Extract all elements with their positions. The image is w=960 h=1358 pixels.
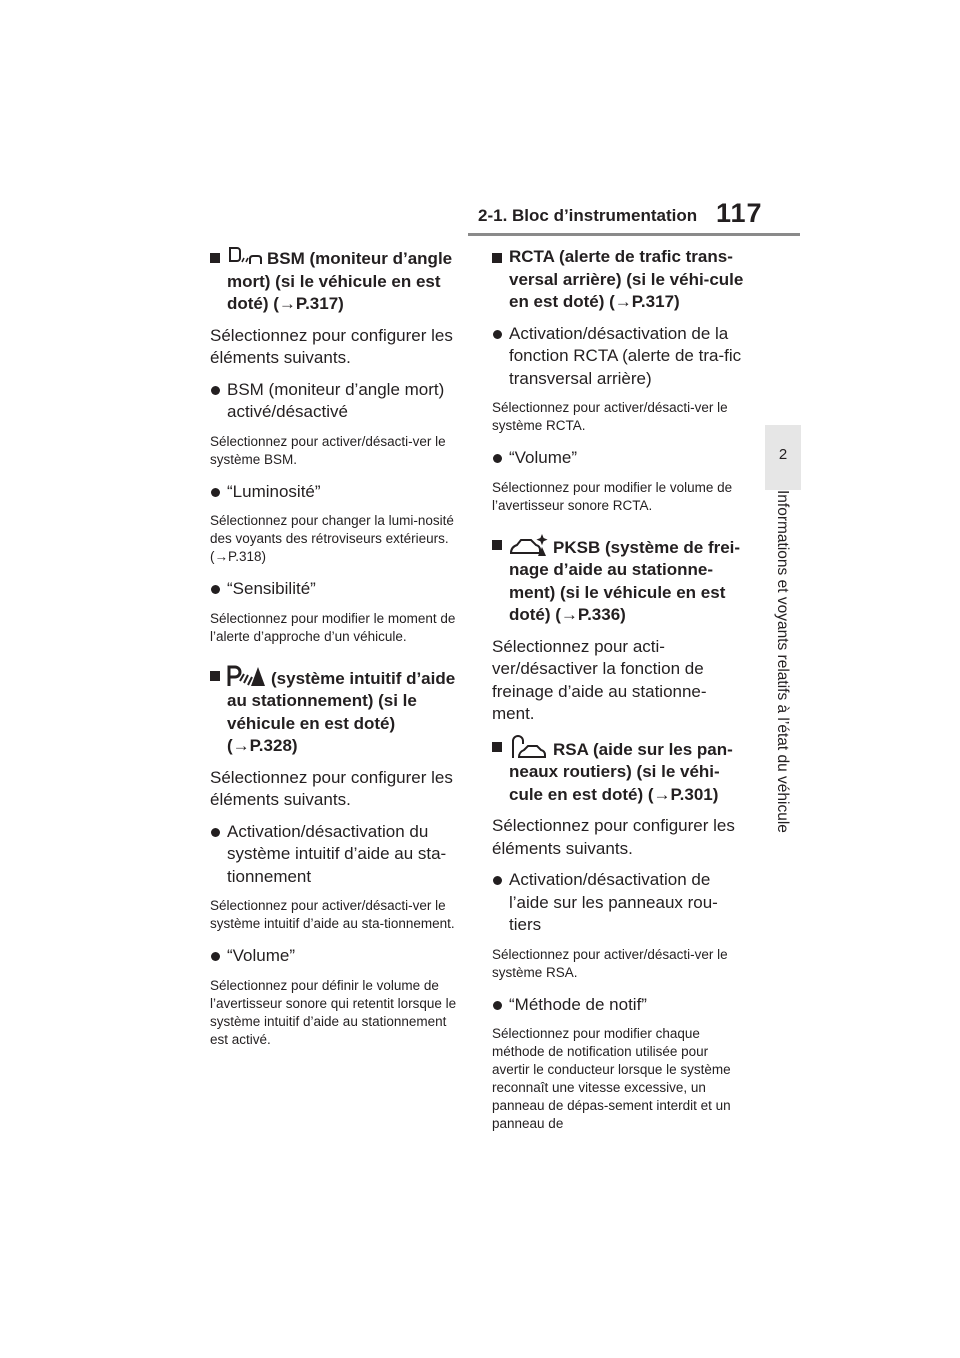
chapter-title-wrap [770, 490, 796, 880]
bsm-heading [210, 246, 466, 316]
rcta-item1: Activation/désactivation de la fonction RCTA (alerte de tra-fic transversal arrière) [492, 323, 748, 391]
ics-heading-text: (système intuitif d’aide au stationnement) (si le véhicule en est doté) (→P.328) [227, 668, 456, 755]
ics-item1: Activation/désactivation du système intuitif d’aide au sta-tionnement [210, 821, 466, 889]
rsa-item2-desc: Sélectionnez pour modifier chaque méthode de notification utilisée pour avertir le conducteur lorsque le système reconnaît une vitesse excessive, un panneau de dépas-sement interdit et un panneau de [492, 1026, 731, 1131]
rcta-heading-text: RCTA (alerte de trafic trans-versal arrière) (si le véhi-cule en est doté) (→P.317) [509, 247, 744, 311]
pksb-heading-text: PKSB (système de frei-nage d’aide au stationne-ment) (si le véhicule en est doté) (→P.336) [509, 537, 741, 624]
bsm-item1-desc: Sélectionnez pour activer/désacti-ver le système BSM. [210, 433, 446, 467]
bsm-item1: BSM (moniteur d’angle mort) activé/désactivé [210, 379, 466, 424]
left-column [210, 246, 466, 1061]
chapter-title: Informations et voyants relatifs à l’état du véhicule [774, 490, 791, 833]
rcta-heading [492, 246, 748, 314]
pksb-icon [509, 533, 549, 557]
bsm-item2-desc: Sélectionnez pour changer la lumi-nosité des voyants des rétroviseurs extérieurs. (→P.318) [210, 513, 454, 564]
bsm-item3: “Sensibilité” [210, 578, 466, 601]
ics-item1-desc: Sélectionnez pour activer/désacti-ver le système intuitif d’aide au sta-tionnement. [210, 898, 455, 931]
square-bullet-icon [492, 253, 502, 263]
ics-item2: “Volume” [210, 945, 466, 968]
rcta-item2-desc: Sélectionnez pour modifier le volume de l’avertisseur sonore RCTA. [492, 479, 733, 513]
bsm-heading-text: BSM (moniteur d’angle mort) (si le véhicule en est doté) (→P.317) [227, 249, 453, 313]
rsa-intro: Sélectionnez pour configurer les éléments suivants. [492, 816, 735, 858]
rsa-item1: Activation/désactivation de l’aide sur les panneaux rou-tiers [492, 869, 748, 937]
chapter-number: 2 [778, 446, 788, 463]
square-bullet-icon [492, 742, 502, 752]
ics-intro: Sélectionnez pour configurer les éléments suivants. [210, 767, 453, 809]
rsa-icon [509, 735, 549, 759]
parking-sensor-icon [227, 664, 267, 688]
pksb-heading [492, 533, 748, 627]
page-header [0, 0, 960, 240]
ics-heading [210, 664, 466, 758]
ics-item2-desc: Sélectionnez pour définir le volume de l’avertisseur sonore qui retentit lorsque le système intuitif d’aide au stationnement est activé. [210, 977, 457, 1047]
right-column [492, 246, 748, 1145]
rsa-heading-text: RSA (aide sur les pan-neaux routiers) (si le véhi-cule en est doté) (→P.301) [509, 739, 733, 804]
square-bullet-icon [210, 253, 220, 263]
page-number: 117 [716, 198, 763, 228]
bsm-item2: “Luminosité” [210, 481, 466, 504]
pksb-intro: Sélectionnez pour acti-ver/désactiver la fonction de freinage d’aide au stationne-ment. [492, 636, 707, 723]
rsa-item1-desc: Sélectionnez pour activer/désacti-ver le système RSA. [492, 946, 728, 980]
square-bullet-icon [210, 671, 220, 681]
bsm-intro: Sélectionnez pour configurer les éléments suivants. [210, 325, 453, 367]
rsa-heading [492, 735, 748, 807]
bsm-icon [227, 246, 263, 268]
square-bullet-icon [492, 540, 502, 550]
bsm-item3-desc: Sélectionnez pour modifier le moment de l’alerte d’approche d’un véhicule. [210, 610, 456, 644]
rsa-item2: “Méthode de notif” [492, 994, 748, 1017]
rcta-item2: “Volume” [492, 447, 748, 470]
header-rule [468, 233, 800, 236]
rcta-item1-desc: Sélectionnez pour activer/désacti-ver le système RCTA. [492, 400, 728, 433]
section-title: 2-1. Bloc d’instrumentation [478, 206, 698, 225]
